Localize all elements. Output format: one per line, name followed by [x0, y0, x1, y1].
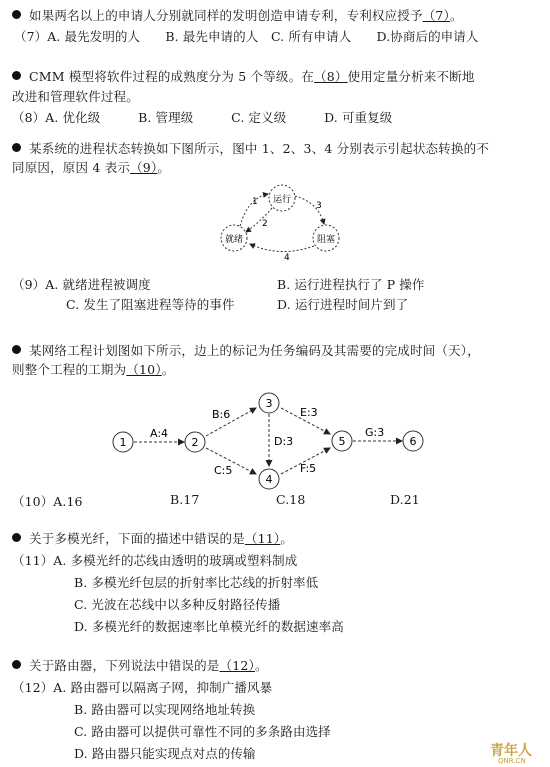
question-12-option-b: B. 路由器可以实现网络地址转换 [74, 702, 256, 717]
bullet-icon [12, 345, 21, 354]
node-4-label: 4 [265, 473, 273, 486]
question-8-line2: 改进和管理软件过程。 [12, 89, 140, 104]
question-9-stem [12, 139, 489, 157]
node-6-label: 6 [409, 435, 417, 448]
process-state-diagram [200, 180, 380, 262]
question-10-option-c: C.18 [276, 492, 306, 507]
question-11-stem [12, 529, 293, 547]
question-10-end: 。 [161, 362, 175, 377]
node-5-label: 5 [338, 435, 346, 448]
state-running-label: 运行 [272, 195, 292, 205]
transition-3-label: 3 [316, 201, 322, 211]
question-9-blank: （9） [130, 160, 158, 175]
question-10-line2 [12, 360, 174, 378]
question-9-end: 。 [157, 160, 171, 175]
node-1-label: 1 [119, 436, 127, 449]
question-12-end: 。 [254, 658, 268, 673]
question-11-option-b: B. 多模光纤包层的折射率比芯线的折射率低 [74, 575, 319, 590]
question-12-option-d: D. 路由器只能实现点对点的传输 [74, 746, 256, 761]
question-8-stem [12, 67, 475, 85]
transition-4 [250, 244, 314, 252]
question-12-blank: （12） [219, 658, 255, 673]
question-10-blank: （10） [126, 362, 162, 377]
node-3-label: 3 [265, 397, 273, 410]
edge-b-label: B:6 [212, 408, 231, 421]
question-10-option-b: B.17 [170, 492, 200, 507]
edge-d-label: D:3 [274, 435, 294, 448]
question-12-option-a: （12）A. 路由器可以隔离子网，抑制广播风暴 [12, 680, 273, 695]
watermark-logo: 青年人 [490, 743, 532, 759]
bullet-icon [12, 660, 21, 669]
question-9-option-b: B. 运行进程执行了 P 操作 [277, 277, 425, 292]
question-7-stem [12, 6, 463, 24]
question-12-option-c: C. 路由器可以提供可靠性不同的多条路由选择 [74, 724, 331, 739]
question-11-blank: （11） [244, 531, 281, 546]
transition-2 [246, 208, 272, 232]
question-9-text-cont: 同原因，原因 4 表示 [12, 160, 131, 175]
question-11-option-d: D. 多模光纤的数据速率比单模光纤的数据速率高 [74, 619, 344, 634]
question-12-stem [12, 656, 268, 674]
question-12-text: 关于路由器，下列说法中错误的是 [29, 658, 220, 673]
edge-c-label: C:5 [214, 464, 233, 477]
question-11-end: 。 [280, 531, 294, 546]
transition-4-label: 4 [284, 253, 290, 262]
question-10-text-cont: 则整个工程的工期为 [12, 362, 127, 377]
question-8-text: CMM 模型将软件过程的成熟度分为 5 个等级。在 [29, 69, 315, 84]
question-7-options: （7）A. 最先发明的人 B. 最先申请的人 C. 所有申请人 D.协商后的申请人 [14, 29, 479, 44]
edge-g-label: G:3 [365, 426, 385, 439]
question-9-text: 某系统的进程状态转换如下图所示，图中 1、2、3、4 分别表示引起状态转换的不 [29, 141, 490, 156]
bullet-icon [12, 143, 21, 152]
question-8-options: （8）A. 优化级 B. 管理级 C. 定义级 D. 可重复级 [12, 110, 393, 125]
network-plan-diagram [100, 390, 440, 490]
question-9-line2 [12, 158, 170, 176]
watermark-domain: QNR.CN [498, 757, 526, 765]
question-10-option-a: （10）A.16 [12, 494, 83, 509]
question-11-option-a: （11）A. 多模光纤的芯线由透明的玻璃或塑料制成 [12, 553, 298, 568]
edge-f-label: F:5 [300, 462, 317, 475]
state-ready-label: 就绪 [224, 235, 244, 245]
node-2-label: 2 [191, 436, 199, 449]
question-11-option-c: C. 光波在芯线中以多种反射路径传播 [74, 597, 281, 612]
bullet-icon [12, 533, 21, 542]
bullet-icon [12, 10, 21, 19]
question-9-option-d: D. 运行进程时间片到了 [277, 297, 409, 312]
question-9-option-a: （9）A. 就绪进程被调度 [12, 277, 151, 292]
question-10-stem [12, 341, 480, 359]
question-8-text-cont: 使用定量分析来不断地 [347, 69, 475, 84]
question-11-text: 关于多模光纤，下面的描述中错误的是 [29, 531, 245, 546]
question-7-text: 如果两名以上的申请人分别就同样的发明创造申请专利，专利权应授予 [29, 8, 423, 23]
transition-1-label: 1 [252, 197, 258, 207]
edge-a-label: A:4 [150, 427, 169, 440]
transition-2-label: 2 [262, 219, 268, 229]
bullet-icon [12, 71, 21, 80]
question-7-end: 。 [450, 8, 463, 23]
question-9-option-c: C. 发生了阻塞进程等待的事件 [66, 297, 235, 312]
state-blocked-label: 阻塞 [316, 235, 336, 245]
question-7-blank: （7） [422, 8, 451, 23]
question-10-option-d: D.21 [390, 492, 420, 507]
question-8-blank: （8） [314, 69, 348, 84]
question-10-text: 某网络工程计划图如下所示，边上的标记为任务编码及其需要的完成时间（天）， [29, 343, 480, 358]
edge-e-label: E:3 [300, 406, 318, 419]
